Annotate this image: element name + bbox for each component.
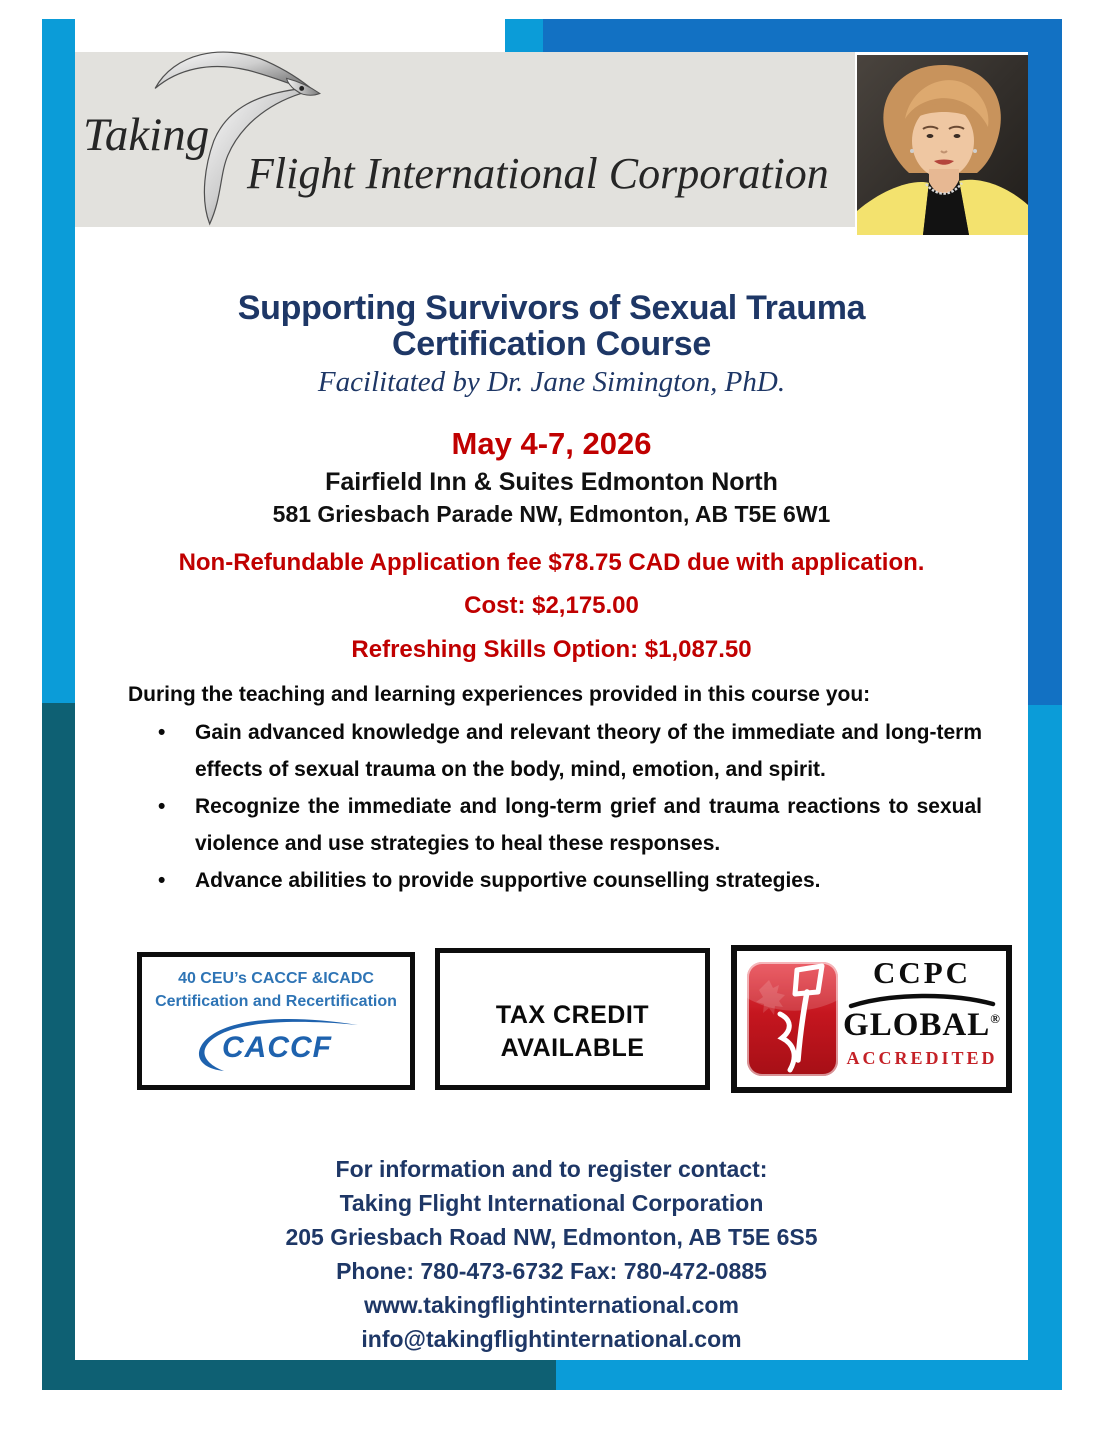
brand-prefix-text: Taking <box>83 109 210 161</box>
list-item <box>158 862 982 899</box>
ccpc-org-text: CCPC <box>872 955 972 990</box>
contact-company-line: Taking Flight International Corporation <box>339 1190 764 1216</box>
facilitator-line: Facilitated by Dr. Jane Simington, PhD. <box>317 366 786 398</box>
list-item <box>158 788 982 862</box>
outcome-text: Gain advanced knowledge and relevant theory of the immediate and long-term effects of sexual trauma on the body, mind, emotion, and spirit. <box>195 721 982 781</box>
contact-intro-line: For information and to register contact: <box>335 1156 768 1182</box>
ccpc-wordmark <box>841 955 1003 1069</box>
course-title-line1: Supporting Survivors of Sexual Trauma <box>237 289 866 327</box>
contact-address-line: 205 Griesbach Road NW, Edmonton, AB T5E 6S5 <box>285 1224 818 1250</box>
application-fee-line: Non-Refundable Application fee $78.75 CAD due with application. <box>178 549 925 576</box>
ccpc-figure-flag-icon <box>747 962 838 1076</box>
bullet-icon: • <box>158 869 166 892</box>
frame-right-bar <box>1028 19 1062 1390</box>
frame-top-bar <box>505 19 1062 52</box>
venue-name: Fairfield Inn & Suites Edmonton North <box>325 468 778 496</box>
registered-mark: ® <box>990 1011 1001 1026</box>
brand-name-text: Flight International Corporation <box>247 149 829 198</box>
ccpc-accredited-text: ACCREDITED <box>846 1048 998 1068</box>
ccpc-global-text: GLOBAL® <box>843 1007 1001 1043</box>
bullet-icon: • <box>158 795 166 818</box>
caccf-logo-text: CACCF <box>222 1031 332 1064</box>
tax-credit-line1: TAX CREDIT <box>495 1001 650 1029</box>
tax-credit-line2: AVAILABLE <box>500 1034 645 1062</box>
header-banner <box>75 52 855 227</box>
outcomes-list <box>75 714 1028 899</box>
contact-website-line: www.takingflightinternational.com <box>364 1292 739 1318</box>
refresher-option-line: Refreshing Skills Option: $1,087.50 <box>351 636 752 663</box>
course-dates: May 4-7, 2026 <box>451 426 652 461</box>
cost-line: Cost: $2,175.00 <box>464 592 639 619</box>
course-title <box>75 290 1028 362</box>
outcome-text: Recognize the immediate and long-term grief and trauma reactions to sexual violence and use strategies to heal these responses. <box>195 795 982 855</box>
contact-block <box>75 1152 1028 1356</box>
list-item <box>158 714 982 788</box>
contact-email-line: info@takingflightinternational.com <box>361 1326 742 1352</box>
contact-phone-fax-line: Phone: 780-473-6732 Fax: 780-472-0885 <box>336 1258 767 1284</box>
bird-swoosh-logo-icon <box>147 46 329 230</box>
caccf-cert-line: Certification and Recertification <box>155 993 397 1010</box>
caccf-accreditation-badge <box>137 952 415 1090</box>
portrait-photo <box>857 55 1028 235</box>
bullet-icon: • <box>158 721 166 744</box>
caccf-ceu-line: 40 CEU’s CACCF &ICADC <box>178 970 374 987</box>
frame-left-bar <box>42 19 75 1390</box>
outcome-text: Advance abilities to provide supportive counselling strategies. <box>195 869 821 892</box>
outcomes-intro: During the teaching and learning experiences provided in this course you: <box>128 683 871 706</box>
frame-bottom-bar <box>42 1360 1062 1390</box>
ccpc-accreditation-badge <box>731 945 1012 1093</box>
tax-credit-badge <box>435 948 710 1090</box>
caccf-logo <box>188 1013 364 1075</box>
course-title-line2: Certification Course <box>392 325 711 363</box>
venue-address: 581 Griesbach Parade NW, Edmonton, AB T5E 6W1 <box>272 501 831 527</box>
